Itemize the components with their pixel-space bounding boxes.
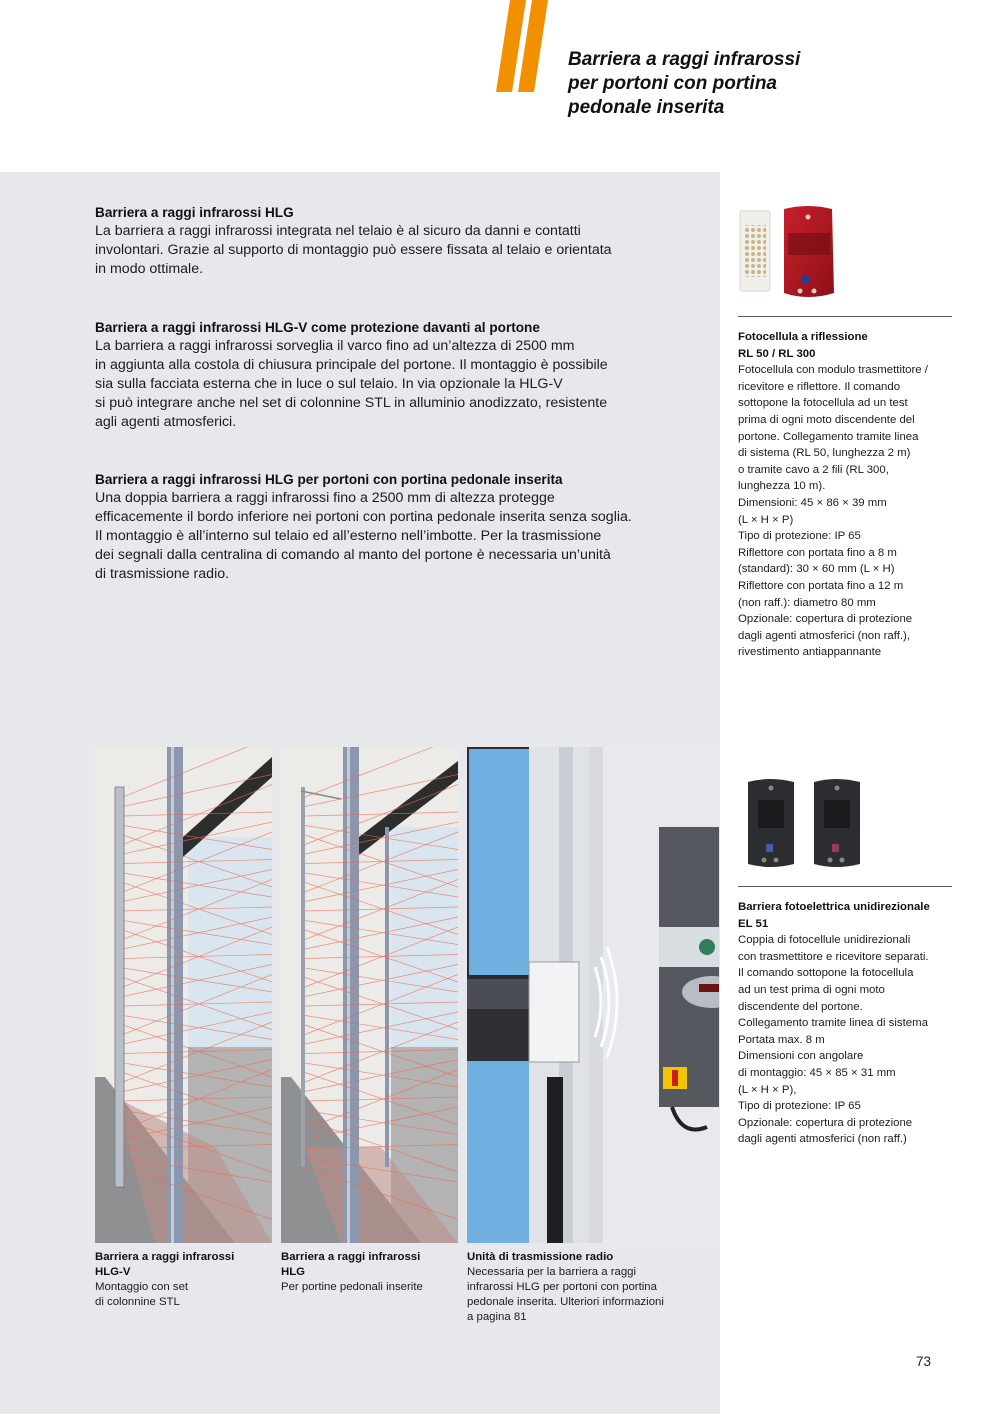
product-description: Coppia di fotocellule unidirezionali con trasmettitore e ricevitore separati. Il comando sottopone la fotocellula ad un test prima di ogni moto discendente del portone. Collegamento tramite linea di sistema Portata max. 8 m Dimensioni con angolare di montaggio: 45 × 85 × 31 mm (L × H × P), Tipo di protezione: IP 65 Opzionale: copertura di protezione dagli agenti atmosferici (non raff.) — [738, 934, 929, 1146]
section-body: Una doppia barriera a raggi infrarossi fino a 2500 mm di altezza protegge efficacemente il bordo inferiore nei portoni con portina pedonale inserita senza soglia. Il montaggio è all’interno sul telaio ed all’esterno nell’imbotte. Per la trasmissione dei segnali dalla centralina di comando al manto del portone è necessaria un’unità di trasmissione radio. — [95, 490, 632, 582]
product-title: Barriera fotoelettrica unidirezionale EL 51 — [738, 901, 930, 930]
one-way-photocell-image — [742, 776, 872, 872]
page-title: Barriera a raggi infrarossi per portoni con portina pedonale inserita — [568, 49, 801, 118]
page-number: 73 — [916, 1354, 932, 1369]
reflection-photocell-image — [738, 203, 838, 303]
caption-title: Unità di trasmissione radio — [467, 1251, 614, 1263]
divider — [738, 886, 952, 887]
caption-body: Necessaria per la barriera a raggi infrarossi HLG per portoni con portina pedonale inserita. Ulteriori informazioni a pagina 81 — [467, 1266, 664, 1323]
product-description: Fotocellula con modulo trasmettitore / ricevitore e riflettore. Il comando sottopone la fotocellula ad un test prima di ogni moto discendente del portone. Collegamento tramite linea di sistema (RL 50, lunghezza 2 m) o tramite cavo a 2 fili (RL 300, lunghezza 10 m). Dimensioni: 45 × 86 × 39 mm (L × H × P) Tipo di protezione: IP 65 Riflettore con portata fino a 8 m (standard): 30 × 60 mm (L × H) Riflettore con portata fino a 12 m (non raff.): diametro 80 mm Opzionale: copertura di protezione dagli agenti atmosferici (non raff.), rivestimento antiappannante — [738, 364, 928, 659]
section-heading: Barriera a raggi infrarossi HLG per portoni con portina pedonale inserita — [95, 472, 563, 487]
hlg-installation-image — [281, 747, 458, 1243]
hlg-v-installation-image — [95, 747, 272, 1243]
section-hlg-v — [95, 318, 695, 432]
section-hlg — [95, 203, 695, 279]
caption-title: Barriera a raggi infrarossi HLG — [281, 1251, 421, 1278]
caption-body: Per portine pedonali inserite — [281, 1281, 423, 1293]
brand-accent-stripes — [496, 0, 566, 92]
photo-caption — [281, 1250, 461, 1295]
product-el51 — [738, 899, 956, 1148]
section-body: La barriera a raggi infrarossi integrata nel telaio è al sicuro da danni e contatti involontari. Grazie al supporto di montaggio può essere fissata al telaio e orientata in modo ottimale. — [95, 223, 612, 277]
section-body: La barriera a raggi infrarossi sorveglia il varco fino ad un’altezza di 2500 mm in aggiunta alla costola di chiusura principale del portone. Il montaggio è possibile sia sulla facciata esterna che in luce o sul telaio. In via opzionale la HLG-V si può integrare anche nel set di colonnine STL in alluminio anodizzato, resistente agli agenti atmosferici. — [95, 338, 608, 430]
section-hlg-wicket — [95, 470, 695, 584]
section-heading: Barriera a raggi infrarossi HLG — [95, 205, 294, 220]
photo-caption — [467, 1250, 707, 1325]
radio-transmission-unit-image — [467, 747, 719, 1243]
photo-caption — [95, 1250, 275, 1310]
caption-body: Montaggio con set di colonnine STL — [95, 1281, 189, 1308]
product-title: Fotocellula a riflessione RL 50 / RL 300 — [738, 331, 868, 360]
section-heading: Barriera a raggi infrarossi HLG-V come protezione davanti al portone — [95, 320, 540, 335]
caption-title: Barriera a raggi infrarossi HLG-V — [95, 1251, 235, 1278]
divider — [738, 316, 952, 317]
product-rl50-rl300 — [738, 329, 956, 661]
